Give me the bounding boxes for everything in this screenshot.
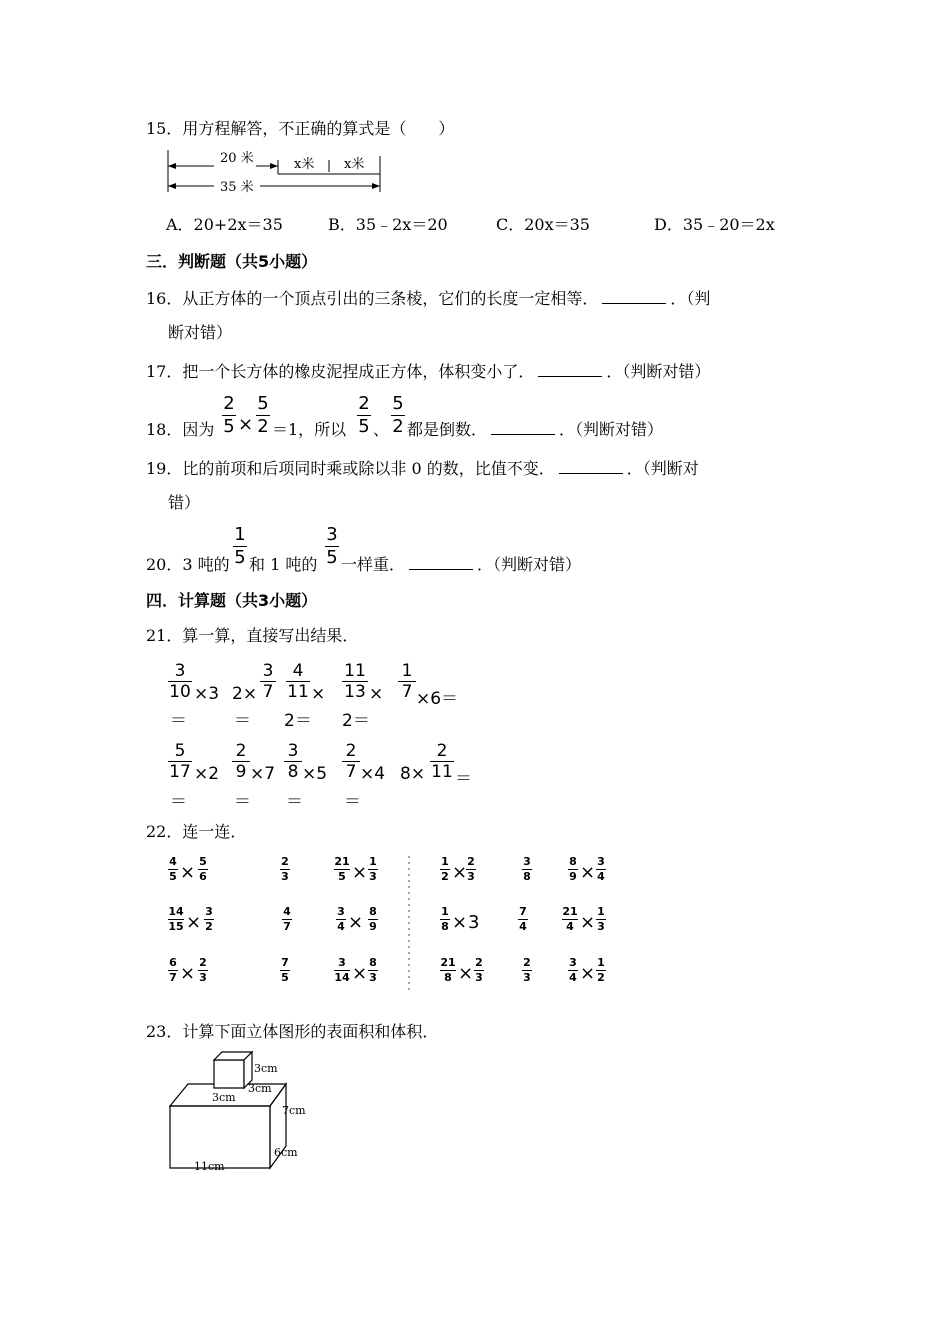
fraction: 2 5	[358, 393, 370, 437]
x-label-1: x米	[294, 157, 315, 172]
calc-item: 3 10	[169, 661, 191, 702]
question-17: 17．把一个长方体的橡皮泥捏成正方体，体积变小了． ．（判断对错）	[146, 362, 711, 381]
fraction: 2 5	[223, 393, 235, 437]
section-4-title: 四．计算题（共3小题）	[146, 591, 318, 610]
fraction: 5 2	[257, 393, 269, 437]
bottom-label: 35 米	[220, 180, 254, 195]
label-small-depth: 3cm	[248, 1082, 272, 1095]
option-b: B．35﹣2x＝20	[328, 215, 448, 234]
fraction: 5 2	[392, 393, 404, 437]
section-3-title: 三．判断题（共5小题）	[146, 252, 318, 271]
calc-item: 4 11	[287, 661, 309, 702]
calc-item: 3 8	[284, 741, 302, 782]
question-23: 23．计算下面立体图形的表面积和体积．	[146, 1022, 439, 1041]
question-19-cont: 错）	[168, 493, 201, 512]
question-21: 21．算一算，直接写出结果．	[146, 626, 359, 645]
label-big-width: 11cm	[194, 1160, 225, 1173]
option-a: A．20+2x＝35	[166, 215, 283, 234]
divider-dotted	[406, 856, 412, 990]
calc-item: 2 7	[342, 741, 360, 782]
question-16: 16．从正方体的一个顶点引出的三条棱，它们的长度一定相等． ．（判	[146, 289, 711, 308]
label-big-height: 7cm	[282, 1104, 306, 1117]
calc-item: 2 11	[431, 741, 453, 782]
fraction: 1 5	[234, 524, 246, 568]
top-label: 20 米	[220, 151, 254, 166]
question-19: 19．比的前项和后项同时乘或除以非 0 的数，比值不变． ．（判断对	[146, 459, 699, 478]
label-small-height: 3cm	[254, 1062, 278, 1075]
calc-item: 1 7	[398, 661, 416, 702]
x-label-2: x米	[344, 157, 365, 172]
question-15: 15．用方程解答，不正确的算式是（ ）	[146, 119, 455, 138]
question-22: 22．连一连．	[146, 822, 247, 841]
option-c: C．20x＝35	[496, 215, 590, 234]
option-d: D．35﹣20＝2x	[654, 215, 775, 234]
label-big-depth: 6cm	[274, 1146, 298, 1159]
solid-figure	[160, 1046, 320, 1176]
segment-diagram	[164, 148, 384, 196]
calc-item: 5 17	[169, 741, 191, 782]
calc-item: 2 9	[232, 741, 250, 782]
question-16-cont: 断对错）	[168, 323, 233, 342]
calc-item: 3 7	[260, 661, 276, 702]
calc-item: 11 13	[342, 661, 368, 702]
fraction: 3 5	[326, 524, 338, 568]
label-small-width: 3cm	[212, 1091, 236, 1104]
